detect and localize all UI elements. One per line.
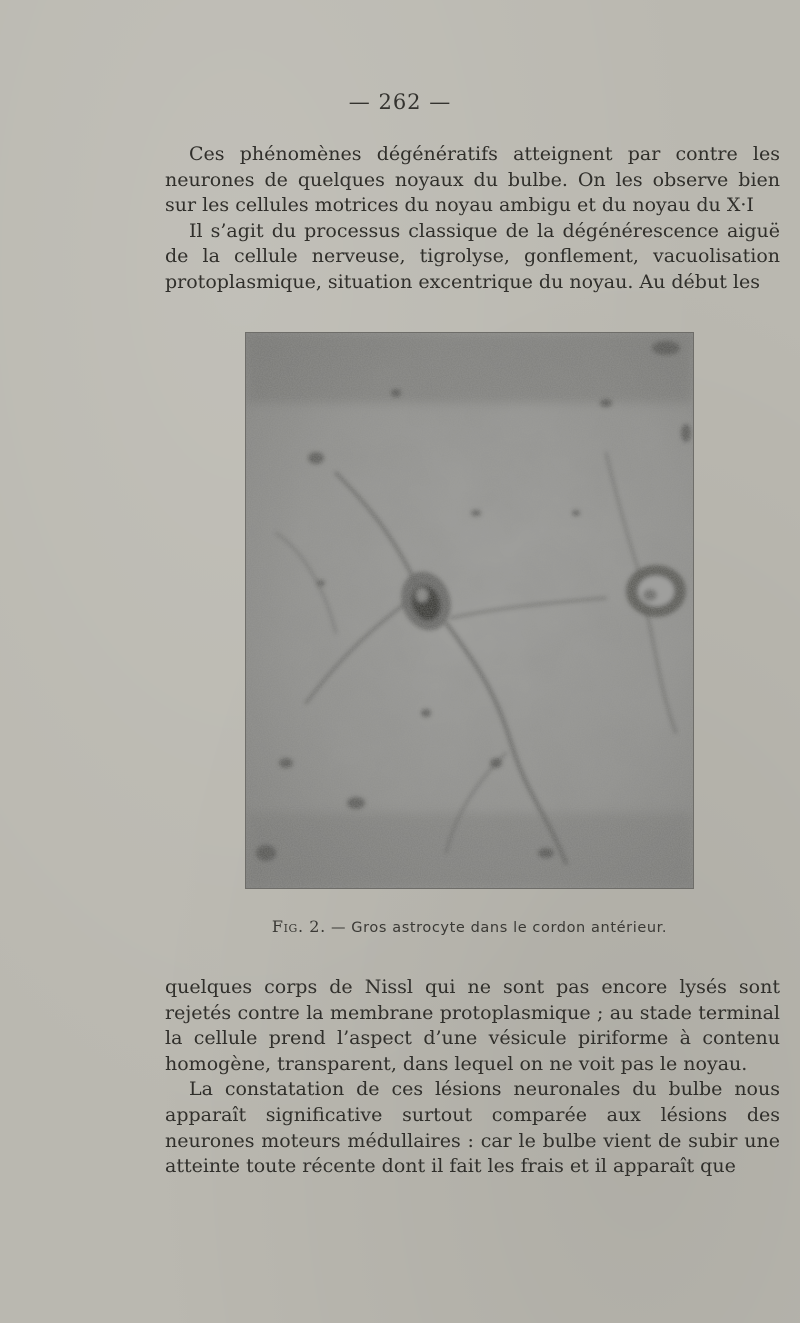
figure-caption <box>246 917 693 936</box>
paragraph: quelques corps de Nissl qui ne sont pas encore lysés sont rejetés contre la membrane protoplasmique ; au stade terminal la cellule prend l’aspect d’une vésicule piriforme à contenu homogène, transparent, dans lequel on ne voit pas le noyau. <box>165 976 780 1075</box>
paragraph: La constatation de ces lésions neuronales du bulbe nous apparaît significative surtout comparée aux lésions des neurones moteurs médullaires : car le bulbe vient de subir une atteinte toute récente dont il fait les frais et il apparaît que <box>165 1078 780 1178</box>
figure-label: Fig. 2. <box>271 917 326 936</box>
body-text-bottom <box>165 975 780 1180</box>
astrocyte-micrograph <box>246 333 693 888</box>
page-number: — 262 — <box>348 90 452 114</box>
micrograph-figure <box>246 333 693 888</box>
paragraph: Il s’agit du processus classique de la dégénérescence aiguë de la cellule nerveuse, tigrolyse, gonflement, vacuolisation protoplasmique, situation excentrique du noyau. Au début les <box>165 219 780 293</box>
figure-caption-text: — Gros astrocyte dans le cordon antérieur. <box>331 920 668 936</box>
body-text-top <box>165 142 780 296</box>
paragraph: Ces phénomènes dégénératifs atteignent par contre les neurones de quelques noyaux du bulbe. On les observe bien sur les cellules motrices du noyau ambigu et du noyau du X·I <box>165 143 780 217</box>
